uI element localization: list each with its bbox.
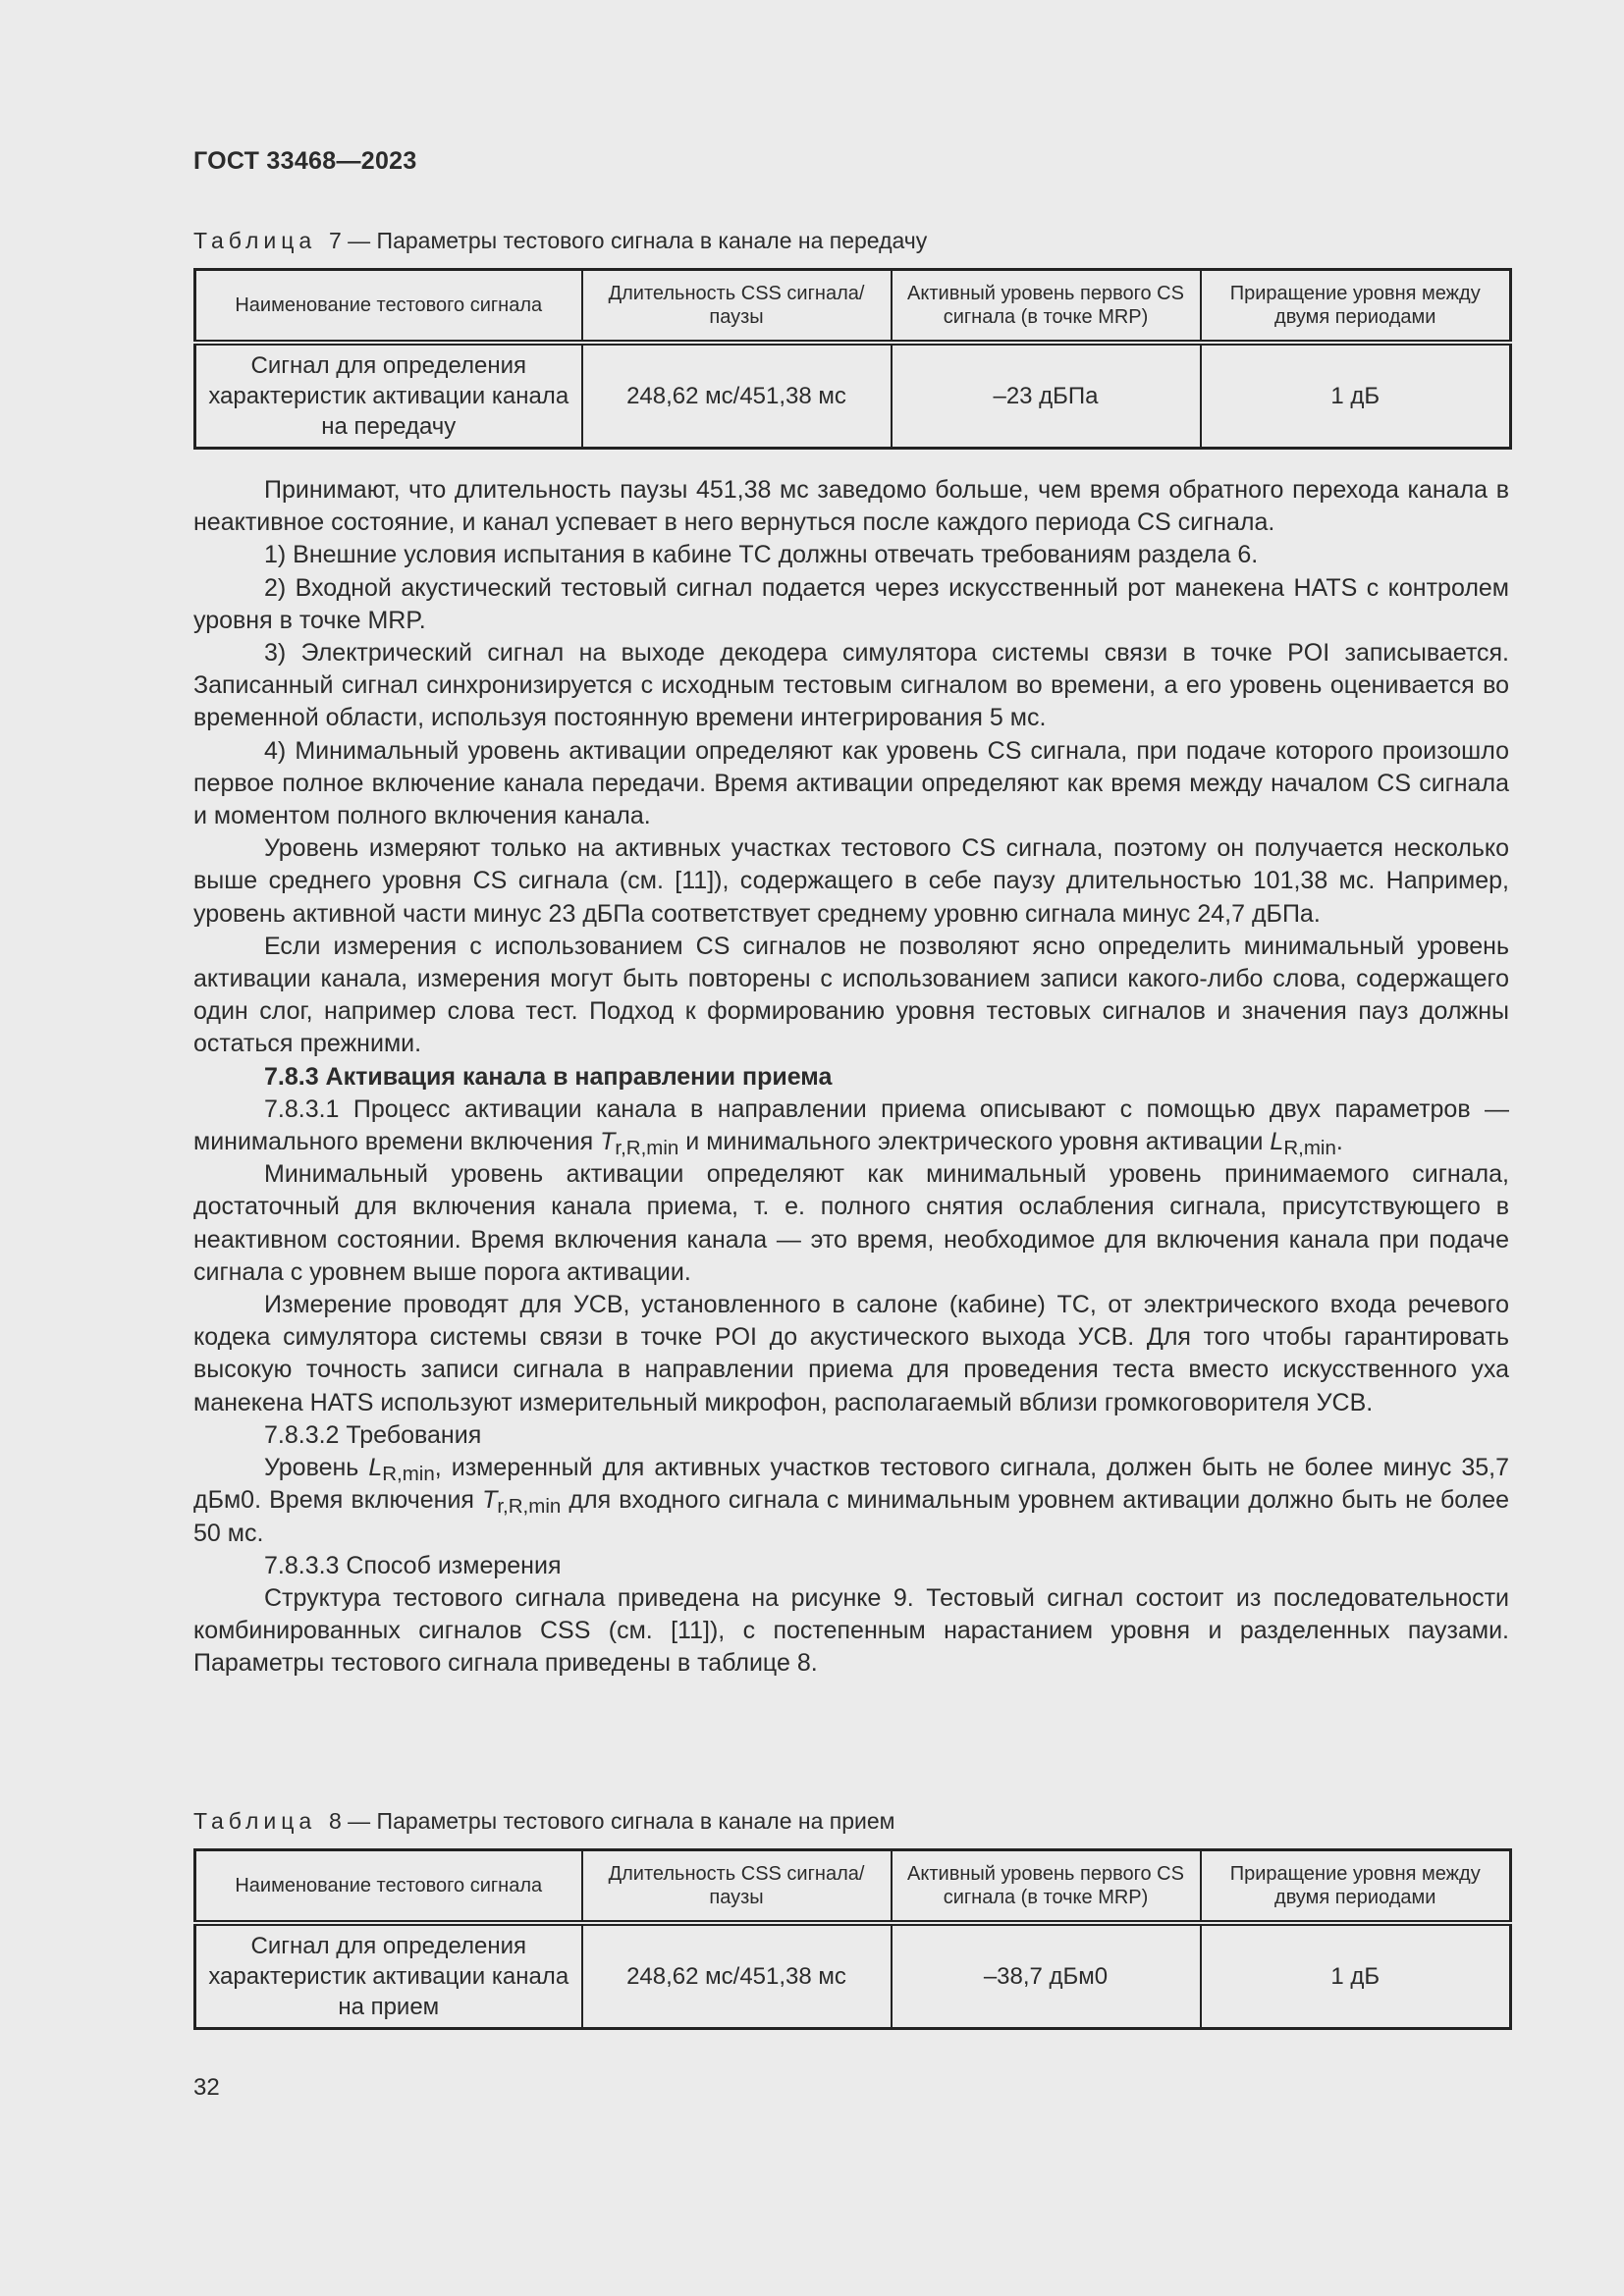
subscript: r,R,min — [615, 1137, 679, 1160]
table-cell: 1 дБ — [1201, 1923, 1511, 2029]
subscript: r,R,min — [497, 1495, 562, 1519]
table-cell: Сигнал для определения характеристик активации канала на прием — [195, 1923, 582, 2029]
subscript: R,min — [382, 1463, 435, 1486]
subsection-heading: 7.8.3.3 Способ измерения — [264, 1551, 562, 1579]
symbol-l: L — [1270, 1128, 1284, 1156]
paragraph: 1) Внешние условия испытания в кабине ТС должны отвечать требованиям раздела 6. — [264, 541, 1259, 569]
section-heading-7-8-3: 7.8.3 Активация канала в направлении приема — [264, 1062, 833, 1091]
subscript: R,min — [1283, 1137, 1336, 1160]
text-fragment: , измеренный для активных участков тестового сигнала, должен быть не более минус 35,7 дБм0. Время включения — [193, 1454, 1509, 1515]
table-header-row — [195, 1850, 1511, 1924]
paragraph: Структура тестового сигнала приведена на рисунке 9. Тестовый сигнал состоит из последовательности комбинированных сигналов CSS (см. [11]), с постепенным нарастанием уровня и разделенных паузами. Параметры тестового сигнала приведены в таблице 8. — [193, 1583, 1509, 1678]
page-number: 32 — [193, 2074, 220, 2101]
table7-caption-text: 7 — Параметры тестового сигнала в канале на передачу — [328, 228, 928, 253]
table-header-cell: Активный уровень первого CS сигнала (в точке MRP) — [892, 270, 1201, 344]
table-cell: –23 дБПа — [892, 343, 1201, 449]
table8-caption — [193, 1808, 894, 1835]
paragraph: 2) Входной акустический тестовый сигнал подается через искусственный рот манекена HATS с контролем уровня в точке MRP. — [193, 573, 1509, 634]
table-8 — [193, 1848, 1512, 2030]
table-header-cell: Наименование тестового сигнала — [195, 1850, 582, 1924]
paragraph: Принимают, что длительность паузы 451,38 мс заведомо больше, чем время обратного перехода канала в неактивное состояние, и канал успевает в него вернуться после каждого периода CS сигнала. — [193, 476, 1509, 537]
table-cell: –38,7 дБм0 — [892, 1923, 1201, 2029]
symbol-t: T — [600, 1128, 616, 1156]
paragraph: 4) Минимальный уровень активации определяют как уровень CS сигнала, при подаче которого произошло первое полное включение канала передачи. Время активации определяют как время между началом CS сигнала и моментом полного включения канала. — [193, 736, 1509, 830]
table-row — [195, 1923, 1511, 2029]
text-fragment: и минимального электрического уровня активации — [678, 1128, 1271, 1156]
text-fragment: Уровень — [264, 1454, 369, 1482]
paragraph: Измерение проводят для УСВ, установленного в салоне (кабине) ТС, от электрического входа речевого кодека симулятора системы связи в точке POI до акустического выхода УСВ. Для того чтобы гарантировать высокую точность записи сигнала в направлении приема для проведения теста вместо искусственного уха манекена HATS используют измерительный микрофон, располагаемый вблизи громкоговорителя УСВ. — [193, 1291, 1509, 1416]
document-header: ГОСТ 33468—2023 — [193, 147, 417, 175]
table-header-row — [195, 270, 1511, 344]
symbol-t: T — [482, 1486, 498, 1515]
table7-caption — [193, 228, 927, 254]
text-fragment: . — [1335, 1128, 1343, 1156]
symbol-l: L — [368, 1454, 383, 1482]
table-cell: 1 дБ — [1201, 343, 1511, 449]
table8-caption-text: 8 — Параметры тестового сигнала в канале на прием — [328, 1808, 895, 1834]
table-header-cell: Наименование тестового сигнала — [195, 270, 582, 344]
paragraph — [193, 1094, 1509, 1158]
paragraph: 3) Электрический сигнал на выходе декодера симулятора системы связи в точке POI записывается. Записанный сигнал синхронизируется с исходным тестовым сигналом во времени, а его уровень оценивается во временной области, используя постоянную времени интегрирования 5 мс. — [193, 639, 1509, 732]
table8-caption-word: Таблица — [193, 1808, 317, 1834]
table-header-cell: Активный уровень первого CS сигнала (в точке MRP) — [892, 1850, 1201, 1924]
paragraph: Если измерения с использованием CS сигналов не позволяют ясно определить минимальный уровень активации канала, измерения могут быть повторены с использованием записи какого-либо слова, содержащего один слог, например слова тест. Подход к формированию уровня тестовых сигналов и значения пауз должны остаться прежними. — [193, 932, 1509, 1058]
table-cell: Сигнал для определения характеристик активации канала на передачу — [195, 343, 582, 449]
table-header-cell: Приращение уровня между двумя периодами — [1201, 1850, 1511, 1924]
paragraph: Минимальный уровень активации определяют как минимальный уровень принимаемого сигнала, достаточный для включения канала приема, т. е. полного снятия ослабления сигнала, присутствующего в неактивном состоянии. Время включения канала — это время, необходимое для включения канала при подаче сигнала с уровнем выше порога активации. — [193, 1160, 1509, 1286]
paragraph: Уровень измеряют только на активных участках тестового CS сигнала, поэтому он получается несколько выше среднего уровня CS сигнала (см. [11]), содержащего в себе паузу длительностью 101,38 мс. Например, уровень активной части минус 23 дБПа соответствует среднему уровню сигнала минус 24,7 дБПа. — [193, 834, 1509, 928]
table-header-cell: Длительность CSS сигнала/паузы — [582, 1850, 892, 1924]
table-header-cell: Приращение уровня между двумя периодами — [1201, 270, 1511, 344]
table-row — [195, 343, 1511, 449]
table-cell: 248,62 мс/451,38 мс — [582, 343, 892, 449]
table-header-cell: Длительность CSS сигнала/паузы — [582, 270, 892, 344]
text-fragment: 7.8.3.1 Процесс активации канала в направлении приема описывают с помощью двух параметров — минимального времени включения — [193, 1095, 1509, 1156]
table-cell: 248,62 мс/451,38 мс — [582, 1923, 892, 2029]
table7-caption-word: Таблица — [193, 228, 317, 253]
body-text — [193, 474, 1509, 1681]
subsection-heading: 7.8.3.2 Требования — [264, 1420, 482, 1449]
paragraph — [193, 1452, 1509, 1550]
table-7 — [193, 268, 1512, 450]
text-fragment: для входного сигнала с минимальным уровнем активации должно быть не более 50 мс. — [193, 1486, 1510, 1547]
